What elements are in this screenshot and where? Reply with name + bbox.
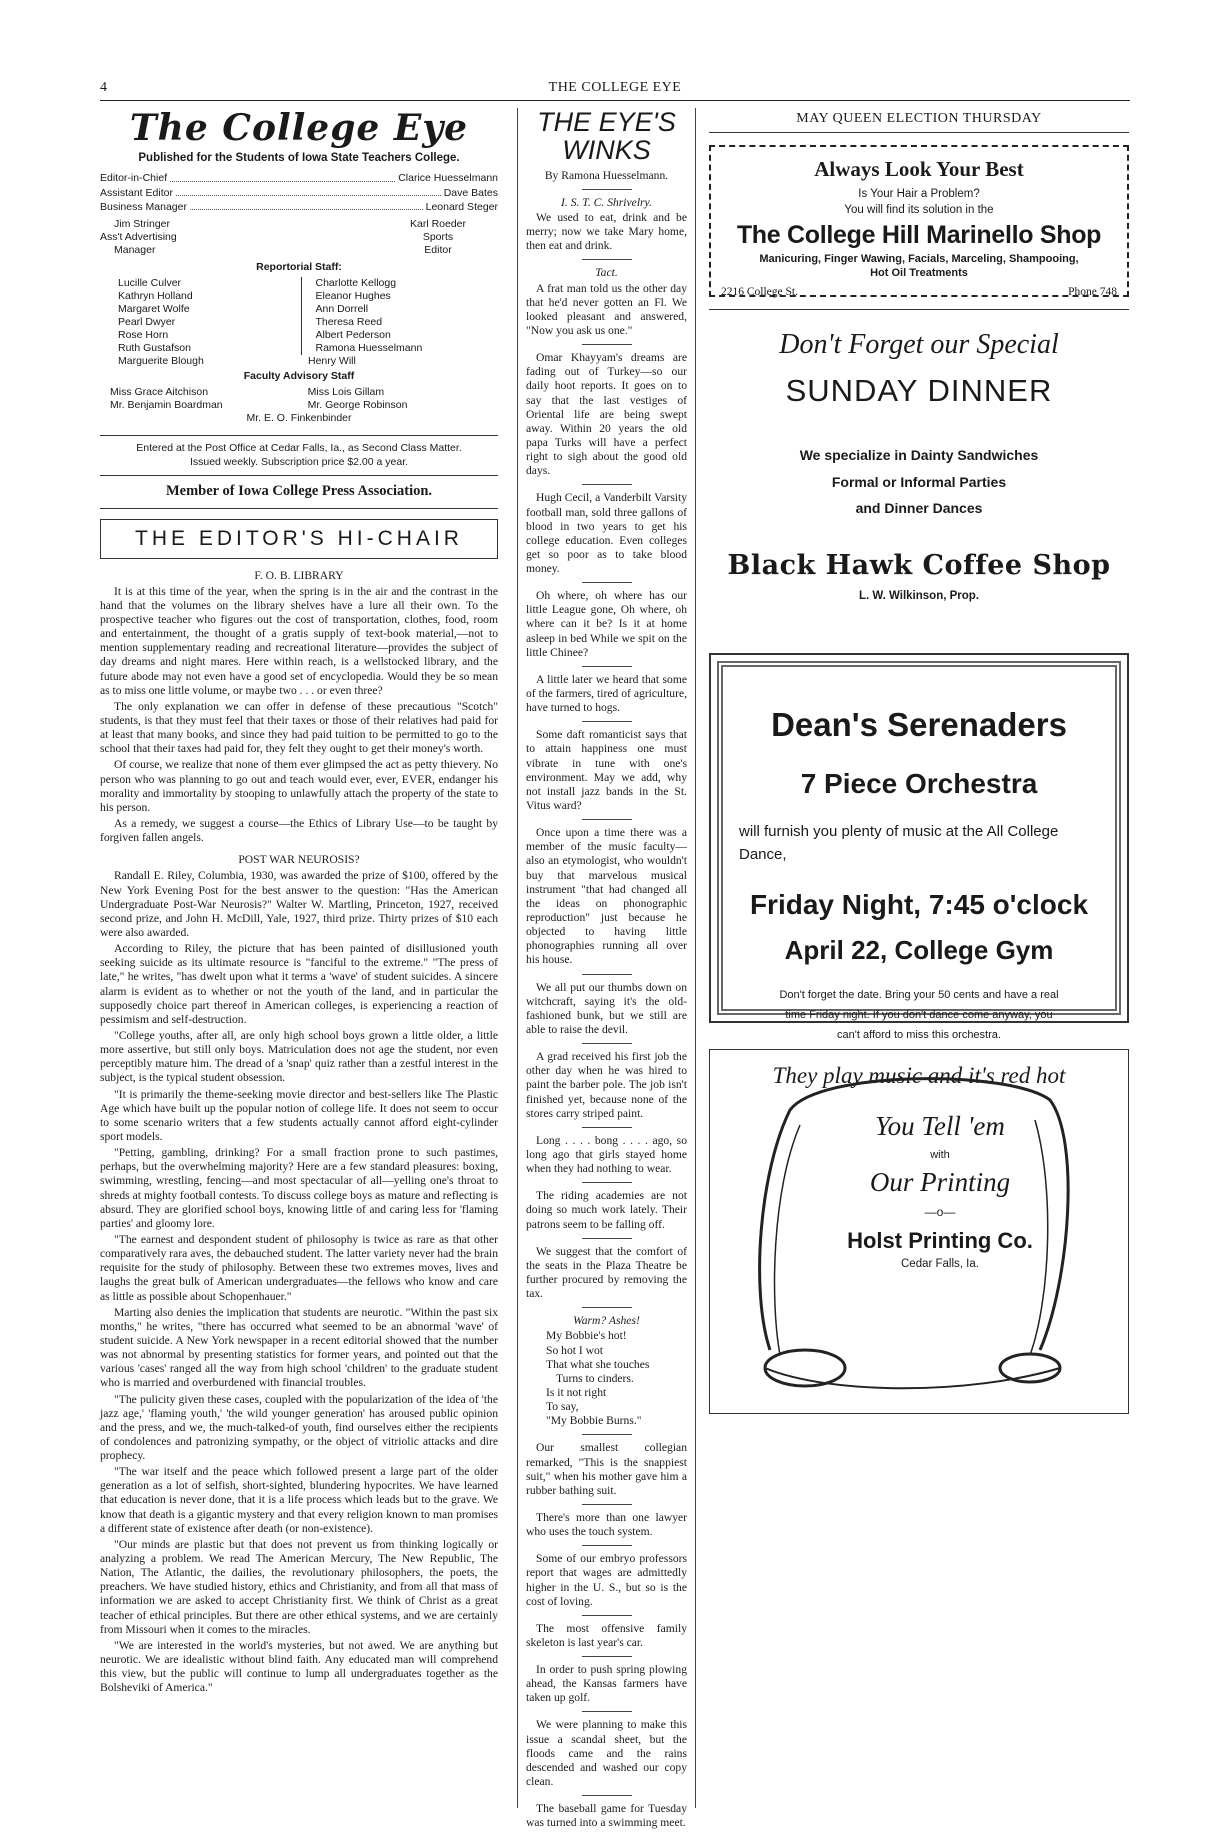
ad-headline: Always Look Your Best	[814, 157, 1024, 182]
reportorial-last-row: Marguerite Blough Henry Will	[118, 355, 356, 368]
ad-footer: 2216 College St. Phone 748	[721, 285, 1117, 298]
paragraph: "College youths, after all, are only high school boys grown a little older, a little more assertive, but still only boys. Matriculation does not age the student, nor even perceptibly mature him. The dread of a 'snap' quiz rather than a zestful interest in the subject, is the typical student obsession.	[100, 1028, 498, 1085]
library-heading: F. O. B. LIBRARY	[254, 568, 344, 582]
ads-column	[709, 108, 1129, 1808]
paragraph: A little later we heard that some of the farmers, tired of agriculture, have turned to hogs.	[526, 672, 687, 715]
company-name: Holst Printing Co.	[847, 1227, 1033, 1253]
paragraph: Randall E. Riley, Columbia, 1930, was awarded the prize of $100, offered by the New York Evening Post for the best answer to the question: "Has the American Undergraduate Post-War Neurosis?" Walter W. Martling, Princeton, 1927, received second prize, and John H. McDill, Yale, 1927, third prize. Thirty prizes of $10 each were also awarded.	[100, 869, 498, 939]
divider	[582, 1795, 632, 1796]
ad-headline: You Tell 'em	[875, 1111, 1005, 1142]
paper-name: THE COLLEGE EYE	[548, 80, 682, 95]
divider	[582, 666, 632, 667]
paragraph: Of course, we realize that none of them ever glimpsed the act as petty thievery. No person who was planning to go out and teach would ever, ever, EVER, endanger his morality and immortality by stooping to unlawfully attach the property of the state to his person.	[100, 758, 498, 814]
may-queen-heading: MAY QUEEN ELECTION THURSDAY	[709, 108, 1129, 133]
poem: My Bobbie's hot! So hot I wot That what she touches Turns to cinders. Is it not right To say, "My Bobbie Burns."	[546, 1329, 650, 1428]
divider	[582, 1434, 632, 1435]
reportorial-staff	[100, 277, 498, 355]
paragraph: Oh where, oh where has our little League gone, Oh where, oh where can it be? Is it at home asleep in bed While we spit on the little Chinee?	[526, 589, 687, 659]
paragraph: Marting also denies the implication that students are neurotic. "Within the past six months," he writes, "there has occurred what seemed to be an abnormal 'wave' of student suicide. A New York newspaper in a recent editorial showed that the number was not abnormal by presenting statistics for former years, and pointed out that the various 'cases' ranged all the way from high school 'children' to the graduate student who is married and overburdened with financial troubles.	[100, 1305, 498, 1390]
divider	[582, 1504, 632, 1505]
winks-title-2: WINKS	[562, 135, 651, 166]
paragraph: According to Riley, the picture that has been painted of disillusioned youth seeking suicide as its ultimate resource is "fanciful to the extreme." "The press of late," he writes, "has dwelt upon what it terms a 'wave' of student suicides. A sincere alarm is evident as to whether or not the youth of the land, and in particular the supposedly choice part thereof in American colleges, is experiencing a reaction of pessimism and self-destruction.	[100, 942, 498, 1026]
divider	[582, 1127, 632, 1128]
divider	[582, 1615, 632, 1616]
faculty-heading: Faculty Advisory Staff	[243, 370, 355, 383]
neurosis-heading: POST WAR NEUROSIS?	[238, 853, 360, 867]
paragraph: In order to push spring plowing ahead, the Kansas farmers have taken up golf.	[526, 1663, 687, 1705]
divider	[582, 582, 632, 583]
mailing-notice: Entered at the Post Office at Cedar Falls, Ia., as Second Class Matter. Issued weekly. Subscription price $2.00 a year.	[100, 435, 498, 476]
staff-row: Business Manager Leonard Steger	[100, 200, 498, 213]
paragraph: "The earnest and despondent student of philosophy is twice as rare as that other comparatively rara aves, the debauched student. The latter variety never had the brain requisite for the study of philosophy. Between these two extremes moves, lives and laughs the great bulk of American undergraduates—the fellows who know and care as little as possible about Schopenhauer."	[100, 1232, 498, 1303]
reportorial-left: Lucille Culver Kathryn Holland Margaret Wolfe Pearl Dwyer Rose Horn Ruth Gustafson	[100, 277, 302, 355]
paragraph: Omar Khayyam's dreams are fading out of Turkey—so our daily hoot reports. It goes on to say that the last vestiges of Oriental life are being swept away. Within 20 years the old papa Turks will have a perfect right to sigh about the good old days.	[526, 351, 687, 478]
holst-printing-ad	[709, 1049, 1129, 1414]
ad-headline: SUNDAY DINNER	[785, 373, 1053, 409]
divider	[582, 189, 632, 190]
masthead-title: The College Eye	[129, 107, 469, 149]
divider	[582, 1656, 632, 1657]
paragraph: "Petting, gambling, drinking? For a small fraction prone to such pastimes, perhaps, but the overwhelming majority? Here are a few standard pleasures: boxing, swimming, wrestling, fencing—and most spectacular of all—yelling one's throat to shreds at mighty football contests. To discuss college boys as mature and reflecting is absurd. They are glorified school boys, knowing little of and caring less for 'flaming parties' and gloomy lore.	[100, 1146, 498, 1230]
deans-serenaders-ad: Dean's Serenaders 7 Piece Orchestra will furnish you plenty of music at the All College Dance, Friday Night, 7:45 o'clock April 22, College Gym Don't forget the date. Bring your 50 cents and have a real time Friday night. If you don't dance come anyway, you can't afford to miss this orchestra. They play music and it's red hot	[709, 653, 1129, 1023]
divider	[582, 259, 632, 260]
paragraph: As a remedy, we suggest a course—the Ethics of Library Use—to be taught by forgiven fallen angels.	[100, 817, 498, 845]
paragraph: There's more than one lawyer who uses the touch system.	[526, 1510, 687, 1539]
winks-column	[517, 107, 696, 1830]
page-header	[100, 78, 1130, 101]
paragraph: "Our minds are plastic but that does not prevent us from thinking logically or analyzing a problem. We read The American Mercury, The New Republic, The Nation, The Atlantic, the dailies, the revolutionary philosophers, the poets, the preachers. We have studied history, ethics and Christianity, and from all that mass of information we are asked to accept Christianity first. We think of Christ as a great teacher of ethical principles. But there are other ethical systems, and we are certainly from Missouri when it comes to the miracles.	[100, 1537, 498, 1636]
paragraph: A frat man told us the other day that he'd never gotten an Fl. We looked pleasant and answered, "Now you ask us one."	[526, 281, 687, 337]
paragraph: The only explanation we can offer in defense of these precautious "Scotch" students, is that they must feel that their taxes or those of their relatives had paid for at least that many books, and since they had paid tuition to be permitted to go to the school that their taxes had paid for, they felt they ought to get their money's worth.	[100, 699, 498, 756]
scroll-roll	[1000, 1354, 1060, 1382]
paragraph: "The pulicity given these cases, coupled with the popularization of the idea of 'the jazz age,' 'flaming youth,' 'the wild younger generation' has aroused public opinion and the press, and we, the much-talked-of youth, find ourselves either the recipients of condolences and patronizing sympathy, or the object of vitriolic attacks and dire prophecy.	[100, 1392, 498, 1463]
paragraph: A grad received his first job the other day when he was hired to paint the barber pole. The job isn't finished yet, because none of the stores carry striped paint.	[526, 1050, 687, 1120]
paragraph: Hugh Cecil, a Vanderbilt Varsity football man, sold three gallons of blood in two years to get his college education. Even colleges get so poor as to take blood money.	[526, 491, 687, 576]
reportorial-right: Charlotte Kellogg Eleanor Hughes Ann Dorrell Theresa Reed Albert Pederson Ramona Huesselmann	[315, 277, 423, 355]
shop-name: Black Hawk Coffee Shop	[727, 549, 1111, 581]
shop-name: The College Hill Marinello Shop	[736, 220, 1102, 249]
editorial-column	[100, 108, 498, 1808]
page-number: 4	[100, 80, 107, 95]
holst-text: You Tell 'em with Our Printing —o— Holst Printing Co. Cedar Falls, Ia.	[830, 1110, 1050, 1271]
divider	[582, 484, 632, 485]
paragraph: It is at this time of the year, when the spring is in the air and the contrast in the hand that the volumes on the library shelves have a lure all their own. To the prospective teacher who figures out the cost of transportation, clothes, food, room and entertainment, the thought of a gratis supply of text-book material,—not to mention supplementary reading and recreational literature—provides the subject of day dreams and night mares. Here within reach, is a wellstocked library, and the future abode may not even have a good set of encyclopedia. Would they be so mean as to miss one little volume, or maybe two . . . or even three?	[100, 584, 498, 697]
staff-row: Assistant Editor Dave Bates	[100, 186, 498, 199]
ad-headline: Dean's Serenaders	[771, 706, 1067, 744]
divider	[582, 1307, 632, 1308]
paragraph: The riding academies are not doing so much work lately. Their patrons seem to be falling off.	[526, 1189, 687, 1231]
black-hawk-ad: Don't Forget our Special SUNDAY DINNER We specialize in Dainty Sandwiches Formal or Informal Parties and Dinner Dances Black Hawk Coffee Shop L. W. Wilkinson, Prop.	[709, 309, 1129, 639]
divider	[582, 344, 632, 345]
paragraph: Some daft romanticist says that to attain happiness one must vibrate in tune with one's environment. May we add, why not install jazz bands in the St. Vitus ward?	[526, 728, 687, 813]
paragraph: The most offensive family skeleton is last year's car.	[526, 1621, 687, 1649]
divider	[582, 1545, 632, 1546]
paragraph: We used to eat, drink and be merry; now we take Mary home, then eat and drink.	[526, 210, 687, 253]
paragraph: We all put our thumbs down on witchcraft, saying it's the old-fashioned bunk, but we still are able to raise the devil.	[526, 980, 687, 1036]
press-association: Member of Iowa College Press Association.	[100, 476, 498, 509]
item-heading: Tact.	[595, 266, 618, 280]
section-title: THE EDITOR'S HI-CHAIR	[100, 519, 498, 559]
divider	[582, 1043, 632, 1044]
divider	[582, 721, 632, 722]
divider	[582, 1238, 632, 1239]
advertising-sports-staff: Jim Stringer Ass't Advertising Manager Karl Roeder Sports Editor	[100, 217, 467, 257]
paragraph: Long . . . . bong . . . . ago, so long ago that girls stayed home when they had nothing to wear.	[526, 1133, 687, 1176]
paragraph: Once upon a time there was a member of the music faculty—also an etymologist, who wouldn't buy that marvelous musical instrument "that had changed all the ideas on phonographic reproduction" just because he objected to having little phonographies running all over his house.	[526, 826, 687, 967]
paragraph: Our smallest collegian remarked, "This is the snappiest suit," when his mother gave him a rubber bathing suit.	[526, 1441, 687, 1497]
marinello-ad: Always Look Your Best Is Your Hair a Problem? You will find its solution in the The College Hill Marinello Shop Manicuring, Finger Wawing, Facials, Marceling, Shampooing, Hot Oil Treatments 2216 College St. Phone 748	[709, 145, 1129, 297]
divider	[582, 1711, 632, 1712]
poem-title: Warm? Ashes!	[573, 1314, 640, 1328]
paragraph: "It is primarily the theme-seeking movie director and best-sellers like The Plastic Age which have built up the popular notion of college life. It does not seem to occur to some scenario writers that a few students actually cannot afford eight-cylinder sport models.	[100, 1087, 498, 1143]
winks-title-1: THE EYE'S	[537, 107, 676, 137]
divider	[582, 974, 632, 975]
staff-row: Editor-in-Chief Clarice Huesselmann	[100, 172, 498, 185]
faculty-row: Mr. Benjamin Boardman Mr. George Robinson	[110, 399, 408, 412]
item-heading: I. S. T. C. Shrivelry.	[561, 195, 652, 209]
paragraph: Some of our embryo professors report that wages are admittedly higher in the U. S., but so is the cost of loving.	[526, 1552, 687, 1608]
reportorial-staff-heading: Reportorial Staff:	[256, 261, 342, 274]
paragraph: We were planning to make this issue a scandal sheet, but the floods came and the rains descended and washed our copy clean.	[526, 1718, 687, 1789]
divider	[582, 819, 632, 820]
divider	[582, 1182, 632, 1183]
published-for: Published for the Students of Iowa State Teachers College.	[138, 152, 460, 165]
paragraph: "The war itself and the peace which followed present a large part of the older generation as a lot of selfish, short-sighted, blundering hypocrites. We have learned that education is never done, that it is a life process which leads but to the grave. We know that death is a gigantic mystery and that every religion known to man promises a different state of existence after death (or non-existence).	[100, 1465, 498, 1535]
winks-byline: By Ramona Huesselmann.	[544, 168, 669, 182]
faculty-row: Miss Grace Aitchison Miss Lois Gillam	[110, 386, 385, 398]
paragraph: "We are interested in the world's mysteries, but not awed. We are anything but neurotic. We are idealistic without blind faith. Any educated man will comprehend this view, but the public will continue to lump all undergraduates together as the Bolsheviki of America."	[100, 1638, 498, 1695]
paragraph: The baseball game for Tuesday was turned into a swimming meet.	[526, 1802, 687, 1830]
paragraph: We suggest that the comfort of the seats in the Plaza Theatre be further procured by removing the tax.	[526, 1244, 687, 1301]
faculty-row: Mr. E. O. Finkenbinder	[246, 412, 352, 425]
